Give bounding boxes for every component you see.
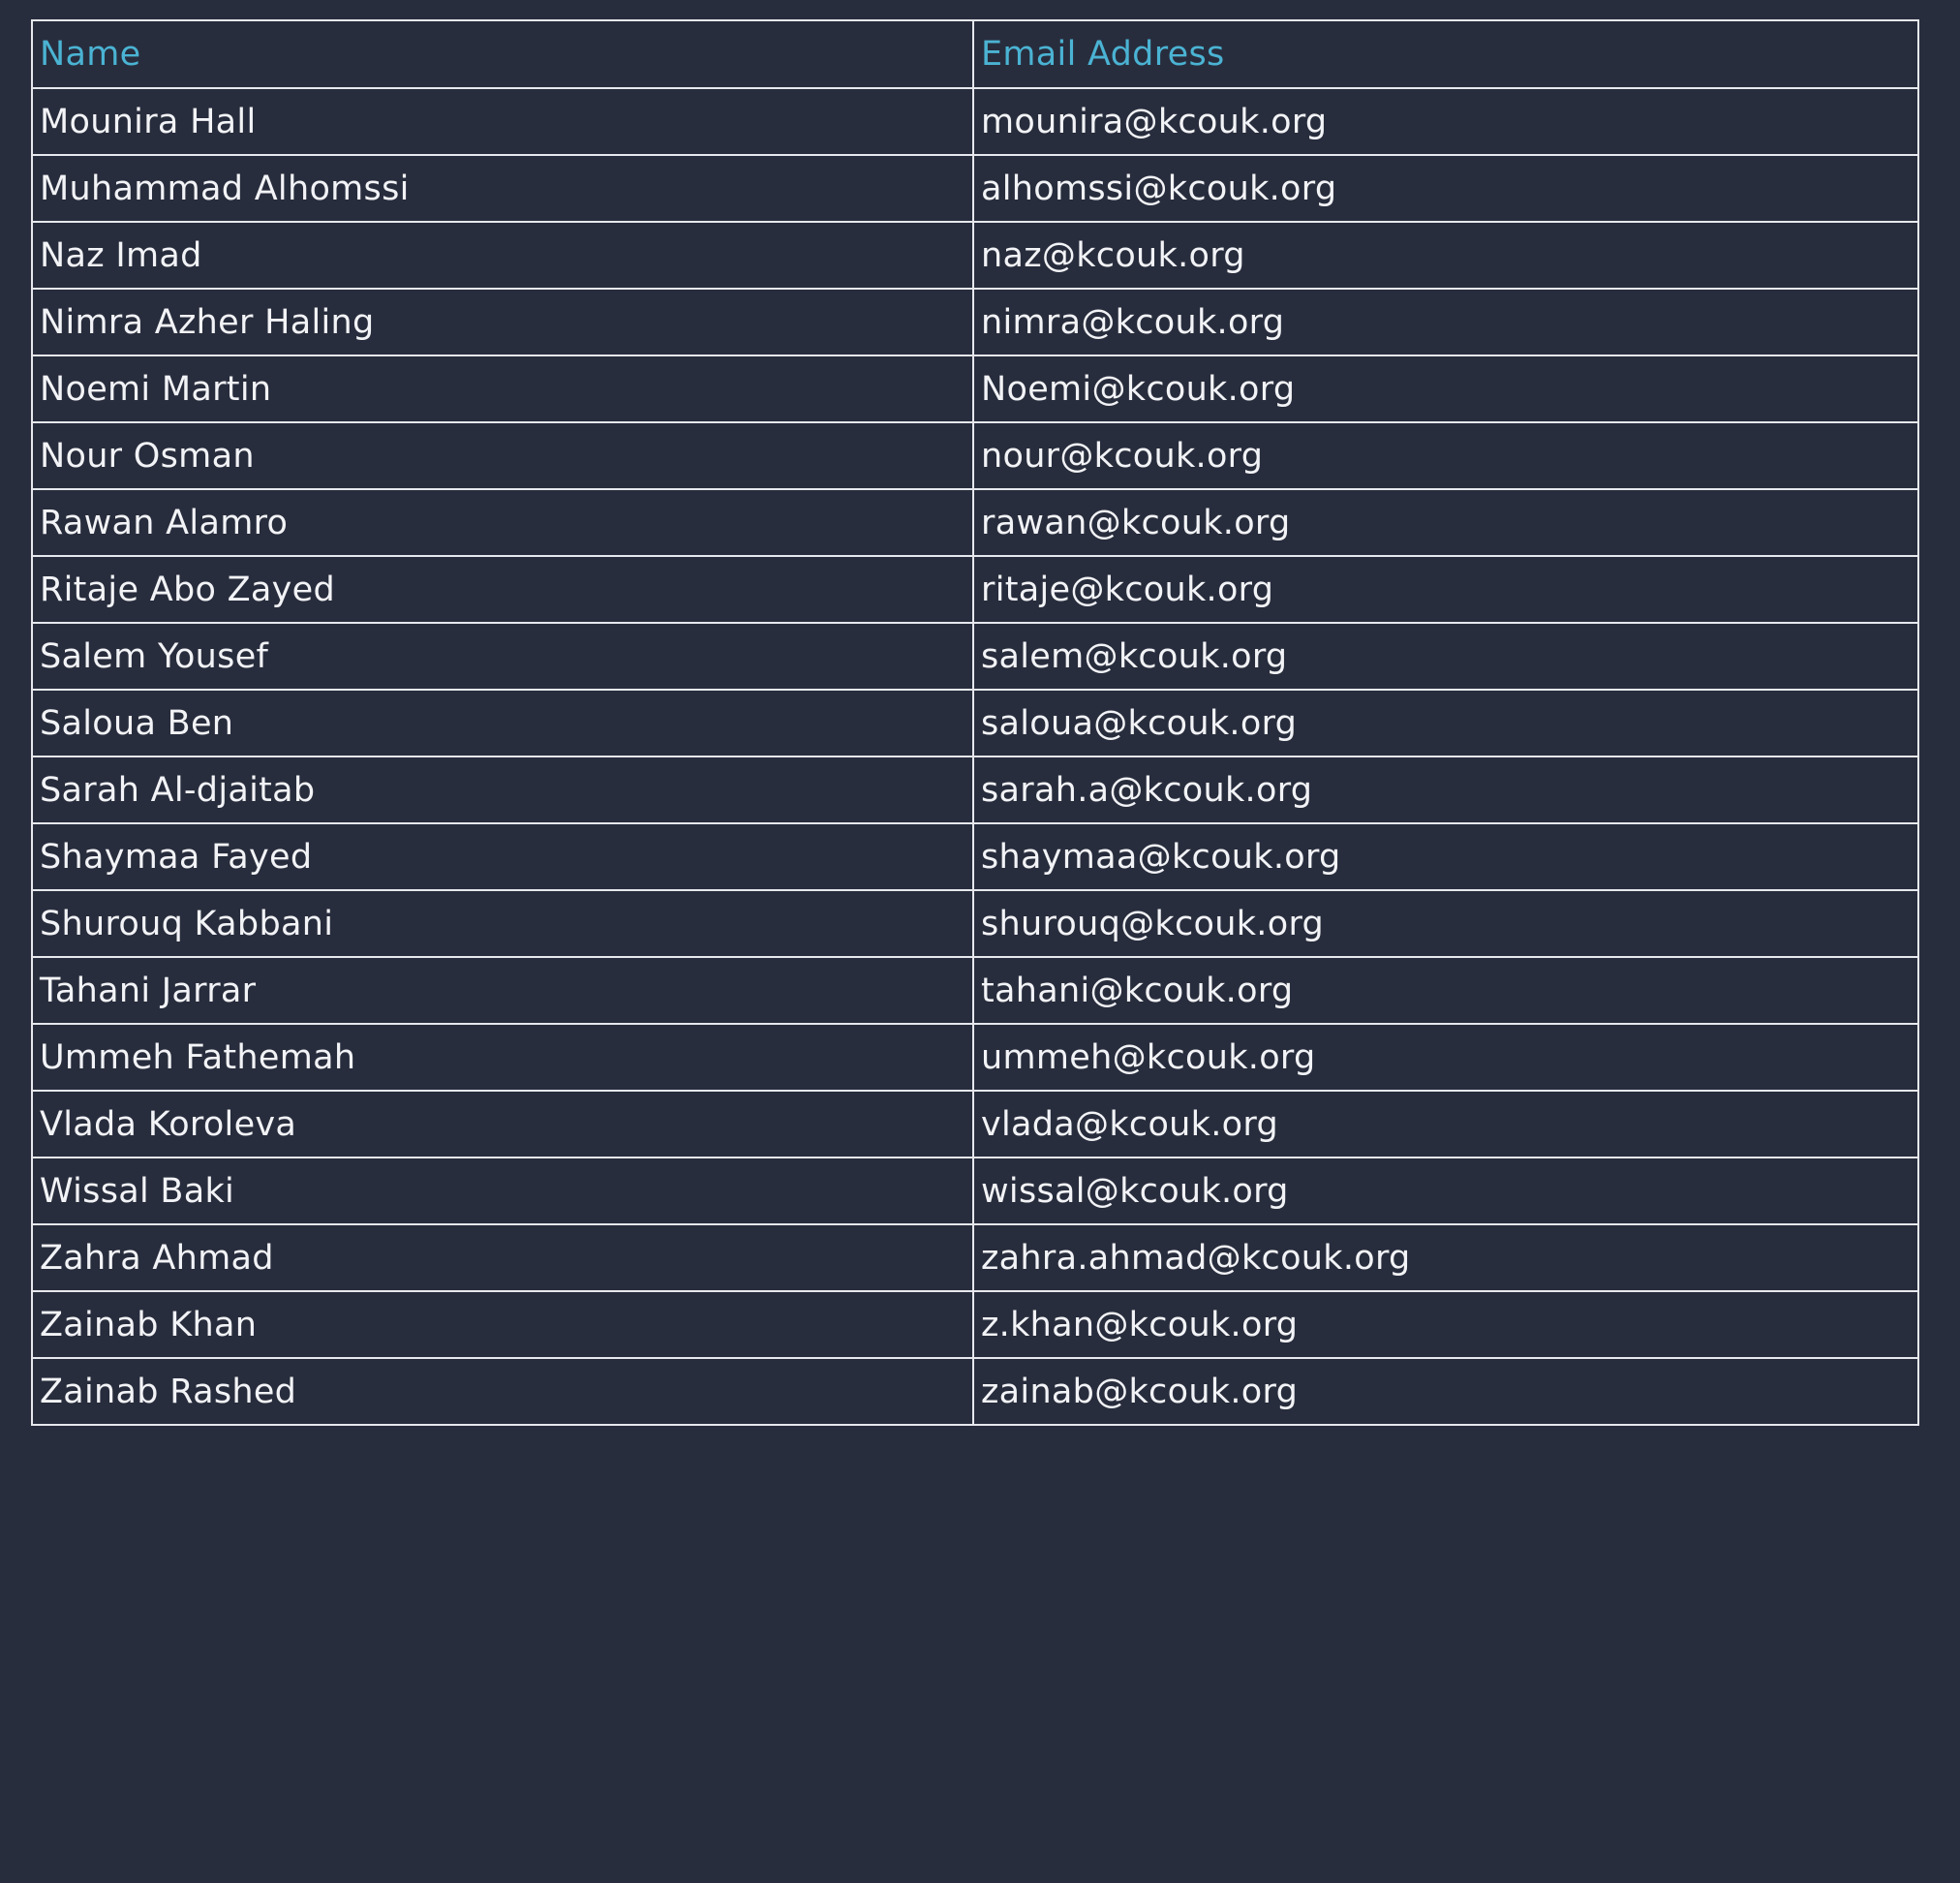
email-cell[interactable]: tahani@kcouk.org: [973, 957, 1918, 1024]
table-row[interactable]: [32, 556, 1918, 623]
email-cell[interactable]: nimra@kcouk.org: [973, 289, 1918, 355]
email-cell[interactable]: saloua@kcouk.org: [973, 690, 1918, 756]
table-row[interactable]: [32, 690, 1918, 756]
name-cell[interactable]: Muhammad Alhomssi: [32, 155, 973, 222]
name-cell[interactable]: Salem Yousef: [32, 623, 973, 690]
name-cell[interactable]: Wissal Baki: [32, 1158, 973, 1224]
column-header-email[interactable]: Email Address: [973, 20, 1918, 88]
table-row[interactable]: [32, 623, 1918, 690]
name-cell[interactable]: Nour Osman: [32, 422, 973, 489]
contacts-table: [31, 19, 1919, 1426]
name-cell[interactable]: Shurouq Kabbani: [32, 890, 973, 957]
table-row[interactable]: [32, 823, 1918, 890]
email-cell[interactable]: sarah.a@kcouk.org: [973, 756, 1918, 823]
email-cell[interactable]: ummeh@kcouk.org: [973, 1024, 1918, 1091]
table-row[interactable]: [32, 1024, 1918, 1091]
email-cell[interactable]: wissal@kcouk.org: [973, 1158, 1918, 1224]
email-cell[interactable]: naz@kcouk.org: [973, 222, 1918, 289]
name-cell[interactable]: Mounira Hall: [32, 88, 973, 155]
name-cell[interactable]: Zainab Khan: [32, 1291, 973, 1358]
header-row: [32, 20, 1918, 88]
table-row[interactable]: [32, 355, 1918, 422]
table-row[interactable]: [32, 890, 1918, 957]
email-cell[interactable]: Noemi@kcouk.org: [973, 355, 1918, 422]
name-cell[interactable]: Shaymaa Fayed: [32, 823, 973, 890]
name-cell[interactable]: Zainab Rashed: [32, 1358, 973, 1425]
name-cell[interactable]: Tahani Jarrar: [32, 957, 973, 1024]
name-cell[interactable]: Noemi Martin: [32, 355, 973, 422]
table-row[interactable]: [32, 1358, 1918, 1425]
name-cell[interactable]: Ummeh Fathemah: [32, 1024, 973, 1091]
name-cell[interactable]: Naz Imad: [32, 222, 973, 289]
table-body: [32, 88, 1918, 1425]
table-row[interactable]: [32, 222, 1918, 289]
table-row[interactable]: [32, 1091, 1918, 1158]
table-row[interactable]: [32, 422, 1918, 489]
email-cell[interactable]: zainab@kcouk.org: [973, 1358, 1918, 1425]
table-row[interactable]: [32, 489, 1918, 556]
contacts-table-container: [31, 19, 1917, 1426]
table-row[interactable]: [32, 1158, 1918, 1224]
name-cell[interactable]: Sarah Al-djaitab: [32, 756, 973, 823]
name-cell[interactable]: Rawan Alamro: [32, 489, 973, 556]
email-cell[interactable]: ritaje@kcouk.org: [973, 556, 1918, 623]
email-cell[interactable]: z.khan@kcouk.org: [973, 1291, 1918, 1358]
table-row[interactable]: [32, 88, 1918, 155]
name-cell[interactable]: Nimra Azher Haling: [32, 289, 973, 355]
name-cell[interactable]: Zahra Ahmad: [32, 1224, 973, 1291]
email-cell[interactable]: shaymaa@kcouk.org: [973, 823, 1918, 890]
email-cell[interactable]: nour@kcouk.org: [973, 422, 1918, 489]
name-cell[interactable]: Ritaje Abo Zayed: [32, 556, 973, 623]
table-row[interactable]: [32, 289, 1918, 355]
email-cell[interactable]: salem@kcouk.org: [973, 623, 1918, 690]
email-cell[interactable]: shurouq@kcouk.org: [973, 890, 1918, 957]
email-cell[interactable]: zahra.ahmad@kcouk.org: [973, 1224, 1918, 1291]
table-header: [32, 20, 1918, 88]
name-cell[interactable]: Saloua Ben: [32, 690, 973, 756]
email-cell[interactable]: alhomssi@kcouk.org: [973, 155, 1918, 222]
table-row[interactable]: [32, 1224, 1918, 1291]
email-cell[interactable]: vlada@kcouk.org: [973, 1091, 1918, 1158]
email-cell[interactable]: rawan@kcouk.org: [973, 489, 1918, 556]
column-header-name[interactable]: Name: [32, 20, 973, 88]
table-row[interactable]: [32, 155, 1918, 222]
table-row[interactable]: [32, 756, 1918, 823]
table-row[interactable]: [32, 1291, 1918, 1358]
table-row[interactable]: [32, 957, 1918, 1024]
name-cell[interactable]: Vlada Koroleva: [32, 1091, 973, 1158]
email-cell[interactable]: mounira@kcouk.org: [973, 88, 1918, 155]
